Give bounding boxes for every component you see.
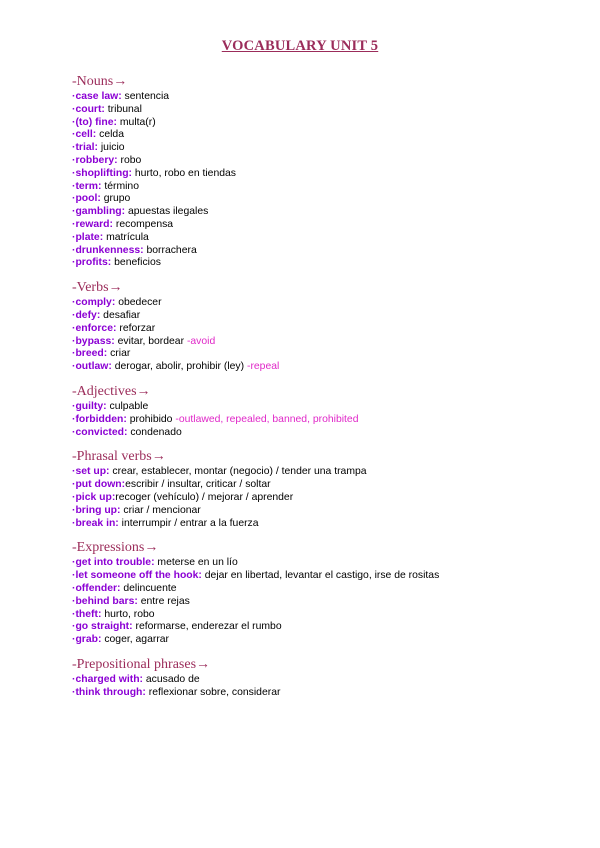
vocab-entry bbox=[72, 245, 572, 258]
vocab-entry bbox=[72, 505, 572, 518]
vocab-term: ·pool: bbox=[72, 193, 101, 205]
vocab-definition: hurto, robo bbox=[101, 608, 155, 620]
vocab-section bbox=[72, 384, 572, 439]
vocab-term: ·case law: bbox=[72, 91, 122, 102]
vocab-entry bbox=[72, 427, 572, 440]
vocab-definition: entre rejas bbox=[137, 595, 190, 607]
vocab-entry bbox=[72, 206, 572, 219]
vocab-definition: borrachera bbox=[143, 244, 197, 256]
vocab-entry bbox=[72, 104, 572, 117]
vocab-entry bbox=[72, 129, 572, 142]
section-heading: -Nouns→ bbox=[72, 74, 128, 89]
vocab-definition: hurto, robo en tiendas bbox=[132, 167, 236, 179]
vocab-definition: interrumpir / entrar a la fuerza bbox=[118, 517, 259, 529]
vocab-entry bbox=[72, 583, 572, 596]
vocab-term: ·gambling: bbox=[72, 206, 126, 218]
vocab-term: ·shoplifting: bbox=[72, 167, 133, 179]
vocab-entry bbox=[72, 414, 572, 427]
vocab-definition: recoger (vehículo) / mejorar / aprender bbox=[115, 491, 294, 503]
vocab-definition: escribir / insultar, criticar / soltar bbox=[125, 479, 271, 491]
vocab-term: ·reward: bbox=[72, 218, 113, 230]
vocab-definition: reflexionar sobre, considerar bbox=[145, 686, 281, 698]
vocab-synonyms: -repeal bbox=[246, 361, 280, 373]
vocab-definition: meterse en un lío bbox=[154, 557, 238, 569]
vocab-definition: derogar, abolir, prohibir (ley) bbox=[111, 361, 247, 373]
vocab-definition: dejar en libertad, levantar el castigo, irse de rositas bbox=[201, 570, 440, 582]
vocab-definition: beneficios bbox=[111, 257, 161, 269]
page-title: VOCABULARY UNIT 5 bbox=[221, 38, 379, 54]
vocab-entry bbox=[72, 117, 572, 130]
vocab-entry bbox=[72, 232, 572, 245]
vocab-entry bbox=[72, 492, 572, 505]
vocab-definition: obedecer bbox=[115, 297, 162, 309]
vocab-definition: evitar, bordear bbox=[114, 335, 187, 347]
vocab-entry bbox=[72, 621, 572, 634]
vocab-term: ·court: bbox=[72, 103, 105, 115]
vocab-definition: celda bbox=[96, 129, 124, 141]
vocab-entry bbox=[72, 674, 572, 687]
vocab-entry bbox=[72, 687, 572, 700]
vocab-definition: término bbox=[101, 180, 139, 192]
vocab-entry bbox=[72, 348, 572, 361]
vocab-entry bbox=[72, 518, 572, 531]
vocab-term: ·drunkenness: bbox=[72, 244, 144, 256]
vocab-term: ·plate: bbox=[72, 231, 104, 243]
vocab-entry bbox=[72, 297, 572, 310]
vocab-entry bbox=[72, 257, 572, 270]
vocab-term: ·charged with: bbox=[72, 673, 144, 685]
vocab-term: ·defy: bbox=[72, 309, 101, 321]
vocab-entry bbox=[72, 91, 572, 104]
section-heading: -Adjectives→ bbox=[72, 383, 151, 399]
vocab-entry bbox=[72, 361, 572, 374]
vocab-term: ·behind bars: bbox=[72, 595, 138, 607]
vocab-section bbox=[72, 657, 572, 700]
section-heading: -Expressions→ bbox=[72, 540, 159, 556]
vocab-term: ·go straight: bbox=[72, 621, 133, 633]
vocab-section bbox=[72, 540, 572, 647]
vocab-definition: grupo bbox=[100, 193, 131, 205]
vocab-definition: reforzar bbox=[116, 322, 156, 334]
vocab-definition: reformarse, enderezar el rumbo bbox=[132, 621, 282, 633]
vocab-term: ·guilty: bbox=[72, 400, 107, 412]
vocab-entry bbox=[72, 219, 572, 232]
vocab-term: ·grab: bbox=[72, 634, 102, 646]
vocab-term: ·profits: bbox=[72, 257, 112, 269]
vocab-entry bbox=[72, 479, 572, 492]
vocab-section bbox=[72, 280, 572, 374]
vocab-term: ·get into trouble: bbox=[72, 557, 155, 569]
vocab-term: ·robbery: bbox=[72, 154, 118, 166]
vocab-term: ·put down: bbox=[72, 479, 126, 491]
vocab-definition: prohibido bbox=[126, 413, 176, 425]
vocab-definition: criar bbox=[107, 348, 131, 360]
vocab-term: ·convicted: bbox=[72, 426, 128, 438]
vocab-term: ·enforce: bbox=[72, 322, 117, 334]
vocab-definition: recompensa bbox=[113, 218, 174, 230]
vocab-entry bbox=[72, 336, 572, 349]
vocab-synonyms: -avoid bbox=[186, 335, 216, 347]
vocab-definition: robo bbox=[117, 154, 142, 166]
vocab-term: ·set up: bbox=[72, 466, 110, 478]
vocab-term: ·forbidden: bbox=[72, 413, 127, 425]
vocab-term: ·theft: bbox=[72, 608, 102, 620]
vocab-section bbox=[72, 74, 572, 270]
vocab-entry bbox=[72, 596, 572, 609]
vocab-definition: tribunal bbox=[104, 103, 142, 115]
vocab-term: ·comply: bbox=[72, 297, 116, 309]
vocab-entry bbox=[72, 609, 572, 622]
vocab-entry bbox=[72, 181, 572, 194]
vocab-entry bbox=[72, 466, 572, 479]
vocab-term: ·let someone off the hook: bbox=[72, 570, 202, 582]
vocab-term: ·offender: bbox=[72, 582, 121, 594]
vocab-entry bbox=[72, 323, 572, 336]
vocab-definition: delincuente bbox=[120, 582, 177, 594]
vocab-term: ·outlaw: bbox=[72, 361, 112, 373]
vocab-definition: matrícula bbox=[103, 231, 149, 243]
vocab-definition: criar / mencionar bbox=[120, 504, 201, 516]
vocab-definition: culpable bbox=[106, 400, 149, 412]
vocab-entry bbox=[72, 557, 572, 570]
vocab-entry bbox=[72, 570, 572, 583]
vocab-term: ·term: bbox=[72, 180, 102, 192]
vocab-definition: multa(r) bbox=[117, 116, 156, 128]
vocab-entry bbox=[72, 168, 572, 181]
vocab-term: ·break in: bbox=[72, 517, 119, 529]
section-heading: -Prepositional phrases→ bbox=[72, 656, 211, 672]
vocab-entry bbox=[72, 142, 572, 155]
vocab-term: ·cell: bbox=[72, 129, 97, 141]
vocab-entry bbox=[72, 193, 572, 206]
vocab-section bbox=[72, 449, 572, 530]
vocab-entry bbox=[72, 155, 572, 168]
vocab-term: ·(to) fine: bbox=[72, 116, 118, 128]
vocab-definition: acusado de bbox=[143, 673, 200, 685]
vocab-definition: condenado bbox=[127, 426, 182, 438]
vocab-definition: apuestas ilegales bbox=[125, 206, 209, 218]
vocab-definition: coger, agarrar bbox=[101, 634, 170, 646]
vocab-definition: desafiar bbox=[100, 309, 141, 321]
vocab-entry bbox=[72, 401, 572, 414]
vocab-definition: crear, establecer, montar (negocio) / tender una trampa bbox=[109, 466, 367, 478]
vocab-term: ·bypass: bbox=[72, 335, 115, 347]
vocab-definition: juicio bbox=[97, 142, 125, 154]
vocab-definition: sentencia bbox=[121, 91, 170, 102]
vocab-entry bbox=[72, 634, 572, 647]
vocabulary-content bbox=[72, 74, 572, 709]
vocab-term: ·trial: bbox=[72, 142, 98, 154]
section-heading: -Verbs→ bbox=[72, 280, 123, 296]
vocab-term: ·pick up: bbox=[72, 491, 116, 503]
vocab-term: ·bring up: bbox=[72, 504, 121, 516]
vocab-term: ·breed: bbox=[72, 348, 108, 360]
vocab-synonyms: -outlawed, repealed, banned, prohibited bbox=[175, 413, 359, 425]
vocab-entry bbox=[72, 310, 572, 323]
section-heading: -Phrasal verbs→ bbox=[72, 449, 166, 465]
vocab-term: ·think through: bbox=[72, 686, 146, 698]
